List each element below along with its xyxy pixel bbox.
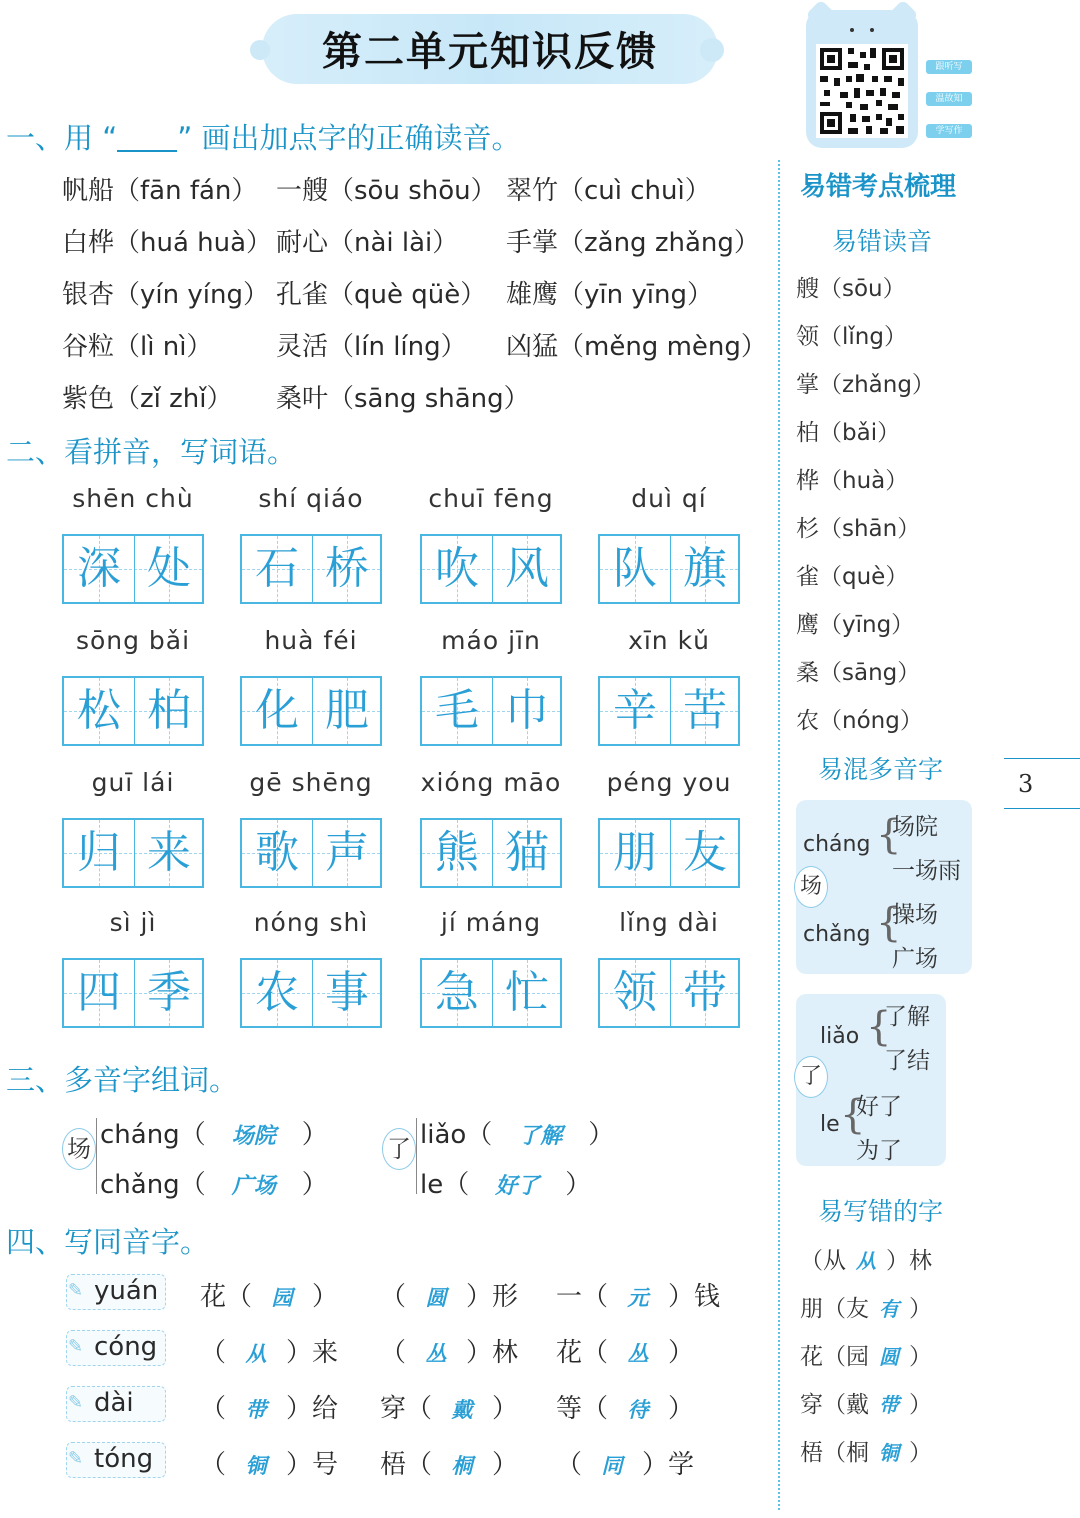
reading-item: 孔雀（què qüè） (276, 280, 487, 310)
answer: 元 (627, 1285, 649, 1310)
tianzige-box[interactable] (240, 818, 382, 888)
poly-word: 一场雨 (892, 858, 961, 884)
miswritten-entry: 朋（友 有 ） (800, 1290, 932, 1323)
pinyin-prompt: sì jì (109, 908, 157, 937)
poly-reading: liǎo (820, 1024, 860, 1049)
compound-line: cháng（ 场院 ） (100, 1120, 328, 1150)
pinyin-prompt: duì qí (631, 484, 707, 513)
answer: 带 (245, 1397, 267, 1422)
homophone-blank: 梧（ 桐 ） (380, 1450, 519, 1480)
written-char: 队 (613, 543, 657, 594)
tianzige-box[interactable] (240, 676, 382, 746)
answer: 好了 (495, 1173, 540, 1199)
pinyin-prompt: jí máng (440, 908, 542, 937)
answer: 了解 (518, 1123, 563, 1149)
homophone-blank: （ 丛 ）林 (380, 1338, 519, 1368)
sidebar-divider (778, 160, 780, 1510)
brace: { (840, 1092, 866, 1138)
miswritten-entry: 梧（桐 铜 ） (800, 1434, 932, 1467)
qr-code-icon[interactable] (816, 44, 908, 138)
pinyin-prompt: lǐng dài (619, 908, 719, 937)
answer: 圆 (425, 1285, 447, 1310)
poly-word: 广场 (892, 946, 938, 972)
reading-item: 银杏（yín yíng） (62, 280, 269, 310)
reading-item: 凶猛（měng mèng） (506, 332, 767, 362)
answer: 带 (879, 1393, 899, 1417)
written-char: 归 (77, 827, 121, 878)
sidebar-sub-polyphonic: 易混多音字 (818, 755, 944, 784)
poly-char: 了 (794, 1056, 828, 1098)
answer: 戴 (451, 1397, 473, 1422)
reading-entry: 柏（bǎi） (796, 420, 901, 446)
written-char: 柏 (147, 685, 191, 736)
reading-entry: 鹰（yīng） (796, 612, 915, 638)
tianzige-box[interactable] (598, 534, 740, 604)
section4-title: 四、写同音字。 (6, 1225, 210, 1259)
poly-word: 操场 (892, 902, 938, 928)
homophone-blank: 等（ 待 ） (556, 1394, 695, 1424)
pinyin-prompt: péng you (606, 768, 732, 797)
answer: 丛 (627, 1341, 649, 1366)
tianzige-box[interactable] (598, 958, 740, 1028)
written-char: 声 (325, 827, 369, 878)
written-char: 松 (77, 685, 121, 736)
homophone-blank: （ 圆 ）形 (380, 1282, 519, 1312)
reading-entry: 领（lǐng） (796, 324, 907, 350)
tianzige-box[interactable] (420, 534, 562, 604)
section2-title: 二、看拼音，写词语。 (6, 435, 297, 469)
written-char: 带 (683, 967, 727, 1018)
written-char: 桥 (325, 543, 369, 594)
pinyin-prompt: guī lái (91, 768, 175, 797)
answer: 园 (271, 1285, 293, 1310)
answer: 从 (245, 1341, 267, 1366)
reading-item: 谷粒（lì nì） (62, 332, 213, 362)
reading-item: 灵活（lín líng） (276, 332, 467, 362)
reading-entry: 桑（sāng） (796, 660, 921, 686)
pencil-icon: ✎ (68, 1392, 84, 1413)
poly-reading: cháng (803, 832, 871, 857)
written-char: 肥 (325, 685, 369, 736)
written-char: 歌 (255, 827, 299, 878)
tianzige-box[interactable] (420, 958, 562, 1028)
written-char: 猫 (505, 827, 549, 878)
pinyin-prompt: xīn kǔ (628, 626, 710, 655)
pencil-icon: ✎ (68, 1448, 84, 1469)
tianzige-box[interactable] (62, 818, 204, 888)
tianzige-box[interactable] (240, 534, 382, 604)
written-char: 来 (147, 827, 191, 878)
pinyin: cóng (94, 1332, 158, 1362)
written-char: 石 (255, 543, 299, 594)
compound-line: chǎng（ 广场 ） (100, 1170, 328, 1200)
written-char: 四 (77, 967, 121, 1018)
reading-entry: 农（nóng） (796, 708, 923, 734)
written-char: 吹 (435, 543, 479, 594)
brace: { (876, 900, 902, 946)
poly-word: 为了 (856, 1138, 902, 1164)
tianzige-box[interactable] (62, 676, 204, 746)
reading-item: 雄鹰（yīn yīng） (506, 280, 713, 310)
written-char: 毛 (435, 685, 479, 736)
page-number-rule (1004, 758, 1080, 759)
answer: 铜 (245, 1453, 267, 1478)
section1-title: 一、用 “ ” 画出加点字的正确读音。 (6, 121, 521, 155)
reading-entry: 杉（shān） (796, 516, 921, 542)
written-char: 风 (505, 543, 549, 594)
pinyin-prompt: xióng māo (420, 768, 562, 797)
written-char: 旗 (683, 543, 727, 594)
homophone-blank: （ 铜 ）号 (200, 1450, 339, 1480)
written-char: 朋 (613, 827, 657, 878)
answer: 广场 (231, 1173, 276, 1199)
pencil-icon: ✎ (68, 1336, 84, 1357)
brace: { (866, 1004, 892, 1050)
poly-word: 了解 (884, 1004, 930, 1030)
pinyin-prompt: huà féi (264, 626, 358, 655)
reading-item: 帆船（fān fán） (62, 176, 258, 206)
pencil-icon: ✎ (68, 1280, 84, 1301)
page-title: 第二单元知识反馈 (322, 29, 658, 75)
written-char: 季 (147, 967, 191, 1018)
written-char: 化 (255, 685, 299, 736)
written-char: 事 (325, 967, 369, 1018)
poly-char: 场 (794, 866, 828, 908)
written-char: 苦 (683, 685, 727, 736)
pinyin-prompt: sōng bǎi (75, 626, 191, 655)
reading-item: 手掌（zǎng zhǎng） (506, 228, 760, 258)
answer: 圆 (879, 1345, 899, 1369)
qr-tag: 温故知 (926, 92, 972, 106)
written-char: 深 (77, 543, 121, 594)
qr-tag: 跟听写 (926, 60, 972, 74)
pinyin-prompt: gē shēng (249, 768, 373, 797)
written-char: 熊 (435, 827, 479, 878)
reading-item: 桑叶（sāng shāng） (276, 384, 530, 414)
page-number-rule (1004, 808, 1080, 809)
homophone-blank: 穿（ 戴 ） (380, 1394, 519, 1424)
pinyin-prompt: shí qiáo (258, 484, 364, 513)
brace: { (876, 812, 902, 858)
written-char: 农 (255, 967, 299, 1018)
reading-item: 一艘（sōu shōu） (276, 176, 497, 206)
answer: 丛 (425, 1341, 447, 1366)
reading-entry: 雀（què） (796, 564, 909, 590)
answer: 同 (601, 1453, 623, 1478)
poly-word: 了结 (884, 1048, 930, 1074)
tianzige-box[interactable] (598, 818, 740, 888)
tianzige-box[interactable] (62, 534, 204, 604)
written-char: 处 (147, 543, 191, 594)
homophone-blank: 一（ 元 ）钱 (556, 1282, 721, 1312)
compound-line: le（ 好了 ） (420, 1170, 592, 1200)
homophone-blank: （ 带 ）给 (200, 1394, 339, 1424)
miswritten-entry: 穿（戴 带 ） (800, 1386, 932, 1419)
tianzige-box[interactable] (62, 958, 204, 1028)
qr-tag: 学写作 (926, 124, 972, 138)
sidebar-sub-miswritten: 易写错的字 (818, 1197, 944, 1226)
answer: 场院 (231, 1123, 276, 1149)
written-char: 巾 (505, 685, 549, 736)
reading-entry: 桦（huà） (796, 468, 909, 494)
reading-entry: 掌（zhǎng） (796, 372, 935, 398)
reading-entry: 艘（sōu） (796, 276, 906, 302)
pinyin: dài (94, 1388, 134, 1418)
polyphonic-char: 场 (62, 1128, 96, 1170)
page-number: 3 (1018, 770, 1034, 798)
pinyin: yuán (94, 1276, 159, 1306)
miswritten-entry: （从 从 ）林 (800, 1242, 932, 1275)
answer: 有 (879, 1297, 899, 1321)
compound-line: liǎo（ 了解 ） (420, 1120, 615, 1150)
pinyin-prompt: nóng shì (253, 908, 369, 937)
reading-item: 耐心（nài lài） (276, 228, 459, 258)
written-char: 友 (683, 827, 727, 878)
section3-title: 三、多音字组词。 (6, 1063, 239, 1097)
answer: 从 (856, 1249, 876, 1273)
tianzige-box[interactable] (240, 958, 382, 1028)
homophone-blank: 花（ 园 ） (200, 1282, 339, 1312)
poly-word: 场院 (892, 814, 938, 840)
polyphonic-char: 了 (382, 1128, 416, 1170)
written-char: 辛 (613, 685, 657, 736)
tianzige-box[interactable] (598, 676, 740, 746)
pinyin: tóng (94, 1444, 154, 1474)
written-char: 急 (435, 967, 479, 1018)
miswritten-entry: 花（园 圆 ） (800, 1338, 932, 1371)
tianzige-box[interactable] (420, 676, 562, 746)
pinyin-prompt: shēn chù (72, 484, 194, 513)
tianzige-box[interactable] (420, 818, 562, 888)
homophone-blank: 花（ 丛 ） (556, 1338, 695, 1368)
written-char: 忙 (505, 967, 549, 1018)
sidebar-title: 易错考点梳理 (800, 172, 957, 202)
reading-item: 翠竹（cuì chuì） (506, 176, 711, 206)
answer: 铜 (879, 1441, 899, 1465)
pinyin-prompt: chuī fēng (428, 484, 554, 513)
sidebar-sub-readings: 易错读音 (832, 227, 933, 256)
divider (416, 1118, 417, 1194)
homophone-blank: （ 从 ）来 (200, 1338, 339, 1368)
pinyin-prompt: máo jīn (441, 626, 541, 655)
reading-item: 紫色（zǐ zhǐ） (62, 384, 233, 414)
poly-reading: le (820, 1112, 840, 1137)
divider (96, 1118, 97, 1194)
poly-reading: chǎng (803, 922, 871, 947)
homophone-blank: （ 同 ）学 (556, 1450, 695, 1480)
answer: 待 (627, 1397, 649, 1422)
poly-word: 好了 (856, 1094, 902, 1120)
written-char: 领 (613, 967, 657, 1018)
qr-mascot (806, 10, 918, 148)
reading-item: 白桦（huá huà） (62, 228, 273, 258)
answer: 桐 (451, 1453, 473, 1478)
